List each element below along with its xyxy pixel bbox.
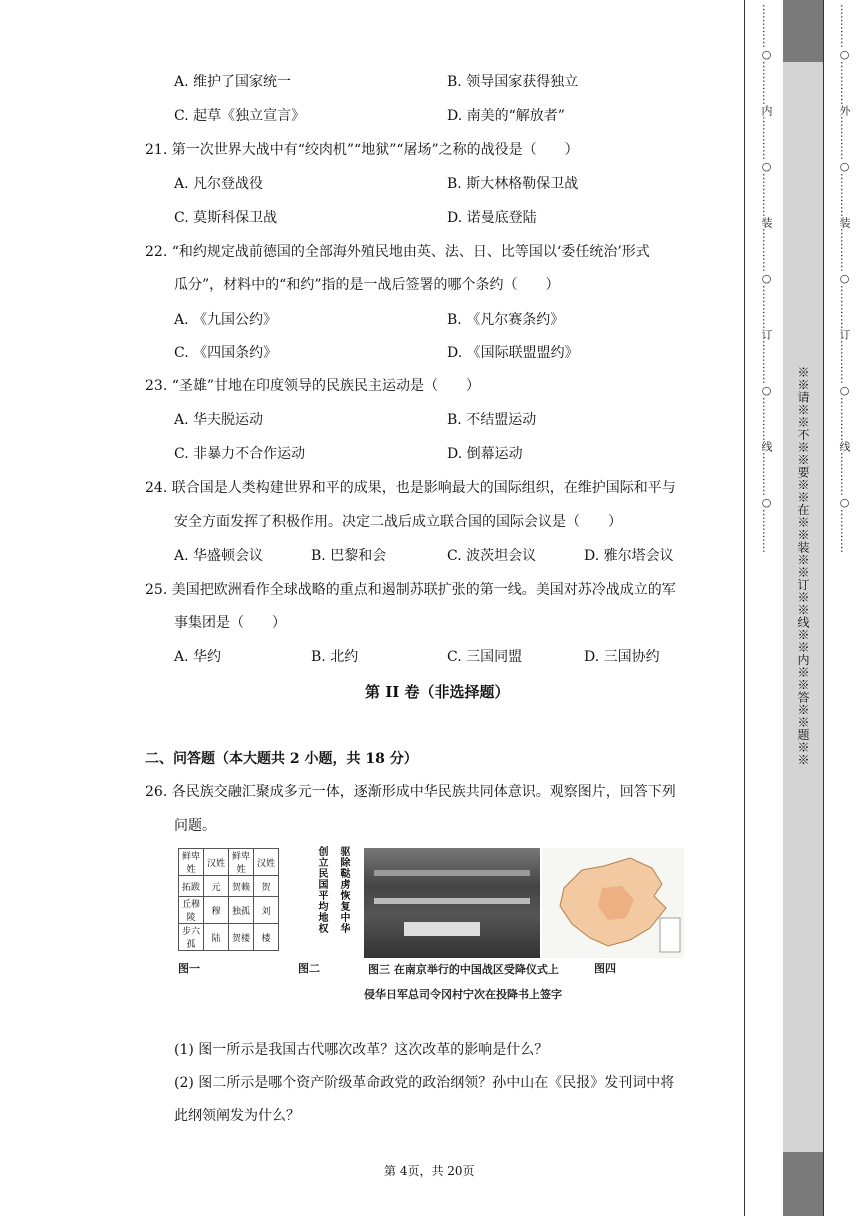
q24-stem-line1 xyxy=(145,478,676,498)
q24-option-d: D. 雅尔塔会议 xyxy=(584,548,674,564)
figure4-china-map xyxy=(542,848,684,958)
q25-stem-line2: 事集团是（ ） xyxy=(174,615,286,631)
q21-number: 21. xyxy=(145,142,168,158)
q24-number: 24. xyxy=(145,480,168,496)
figure3-surrender-photo xyxy=(364,848,540,958)
q23-option-d: D. 倒幕运动 xyxy=(447,446,523,462)
q24-option-a: A. 华盛顿会议 xyxy=(174,548,264,564)
q21-option-a: A. 凡尔登战役 xyxy=(174,176,264,192)
q25-text-1: 美国把欧洲看作全球战略的重点和遏制苏联扩张的第一线。美国对苏冷战成立的军 xyxy=(171,582,676,598)
q20-option-c: C. 起草《独立宣言》 xyxy=(174,108,306,124)
q21-option-d: D. 诺曼底登陆 xyxy=(447,210,537,226)
figure1-label: 图一 xyxy=(178,962,200,975)
q22-stem-line1 xyxy=(145,242,650,262)
q21-text: 第一次世界大战中有“绞肉机”“地狱”“屠场”之称的战役是（ ） xyxy=(171,142,579,158)
q20-option-a: A. 维护了国家统一 xyxy=(174,74,292,90)
q21-option-c: C. 莫斯科保卫战 xyxy=(174,210,278,226)
figure3-caption-line2: 侵华日军总司令冈村宁次在投降书上签字 xyxy=(364,988,562,1001)
table-cell: 丘穆陵 xyxy=(179,897,204,924)
table-cell: 贺赖 xyxy=(229,876,254,897)
table-cell: 楼 xyxy=(254,924,279,951)
q26-sub2-line2: 此纲领阐发为什么？ xyxy=(174,1108,300,1124)
binding-dark-block-bottom xyxy=(783,1152,823,1216)
q25-option-a: A. 华约 xyxy=(174,649,222,665)
page-footer: 第 4页，共 20页 xyxy=(384,1164,475,1178)
q21-option-b: B. 斯大林格勒保卫战 xyxy=(447,176,579,192)
table-cell: 贺 xyxy=(254,876,279,897)
q25-option-b: B. 北约 xyxy=(311,649,359,665)
q26-stem-line2: 问题。 xyxy=(174,818,216,834)
q25-stem-line1 xyxy=(145,580,676,600)
q24-option-c: C. 波茨坦会议 xyxy=(447,548,537,564)
q26-sub1: (1) 图一所示是我国古代哪次改革？这次改革的影响是什么？ xyxy=(174,1042,549,1058)
figure2-text-col2: 驱除鞑虏恢复中华 xyxy=(338,846,349,934)
q22-option-d: D. 《国际联盟盟约》 xyxy=(447,345,579,361)
q21-stem xyxy=(145,140,579,160)
q26-figure xyxy=(174,840,688,1008)
table-cell: 元 xyxy=(204,876,229,897)
figure1-surname-table xyxy=(178,848,279,951)
table-cell: 拓跋 xyxy=(179,876,204,897)
figure2-label: 图二 xyxy=(298,962,320,975)
figure3-caption-line1: 图三 在南京举行的中国战区受降仪式上 xyxy=(368,963,559,976)
q26-number: 26. xyxy=(145,784,168,800)
q24-stem-line2: 安全方面发挥了积极作用。决定二战后成立联合国的国际会议是（ ） xyxy=(174,514,622,530)
q22-number: 22. xyxy=(145,244,168,260)
table-cell: 汉姓 xyxy=(204,849,229,876)
table-cell: 穆 xyxy=(204,897,229,924)
q22-stem-line2: 瓜分”，材料中的“和约”指的是一战后签署的哪个条约（ ） xyxy=(174,277,560,293)
q23-stem xyxy=(145,376,480,396)
figure4-label: 图四 xyxy=(594,962,616,975)
table-cell: 独孤 xyxy=(229,897,254,924)
table-cell: 贺楼 xyxy=(229,924,254,951)
outer-binding-strip: …………○…………外…………○…………装…………○…………订…………○…………线…………○………… xyxy=(838,4,851,553)
section2-title: 二、问答题（本大题共 2 小题，共 18 分） xyxy=(145,751,418,767)
figure2-text-col1: 创立民国平均地权 xyxy=(316,846,327,934)
table-cell: 鲜卑姓 xyxy=(179,849,204,876)
q22-option-b: B. 《凡尔赛条约》 xyxy=(447,312,565,328)
table-cell: 陆 xyxy=(204,924,229,951)
table-cell: 汉姓 xyxy=(254,849,279,876)
part2-title: 第 II 卷（非选择题） xyxy=(365,683,510,701)
q26-stem-line1 xyxy=(145,782,676,802)
table-cell: 鲜卑姓 xyxy=(229,849,254,876)
q20-option-b: B. 领导国家获得独立 xyxy=(447,74,579,90)
q23-option-b: B. 不结盟运动 xyxy=(447,412,537,428)
q23-option-c: C. 非暴力不合作运动 xyxy=(174,446,306,462)
q22-option-a: A. 《九国公约》 xyxy=(174,312,278,328)
q23-text: “圣雄”甘地在印度领导的民族民主运动是（ ） xyxy=(171,378,481,394)
table-cell: 刘 xyxy=(254,897,279,924)
q23-option-a: A. 华夫脱运动 xyxy=(174,412,264,428)
q23-number: 23. xyxy=(145,378,168,394)
q24-option-b: B. 巴黎和会 xyxy=(311,548,387,564)
q22-text-1: “和约规定战前德国的全部海外殖民地由英、法、日、比等国以‘委任统治’形式 xyxy=(171,244,650,260)
q24-text-1: 联合国是人类构建世界和平的成果，也是影响最大的国际组织，在维护国际和平与 xyxy=(171,480,676,496)
q22-option-c: C. 《四国条约》 xyxy=(174,345,278,361)
q25-option-c: C. 三国同盟 xyxy=(447,649,523,665)
binding-border-left xyxy=(744,0,745,1216)
q26-text-1: 各民族交融汇聚成多元一体，逐渐形成中华民族共同体意识。观察图片，回答下列 xyxy=(171,784,676,800)
binding-border-right xyxy=(823,0,824,1216)
q25-option-d: D. 三国协约 xyxy=(584,649,660,665)
inner-binding-strip: …………○…………内…………○…………装…………○…………订…………○…………线…………○………… xyxy=(760,4,773,553)
table-cell: 步六孤 xyxy=(179,924,204,951)
q20-option-d: D. 南美的“解放者” xyxy=(447,108,565,124)
binding-notice: ※※请※※不※※要※※在※※装※※订※※线※※内※※答※※题※※ xyxy=(796,366,810,766)
binding-dark-block-top xyxy=(783,0,823,62)
q26-sub2-line1: (2) 图二所示是哪个资产阶级革命政党的政治纲领？孙中山在《民报》发刊词中将 xyxy=(174,1075,675,1091)
q25-number: 25. xyxy=(145,582,168,598)
